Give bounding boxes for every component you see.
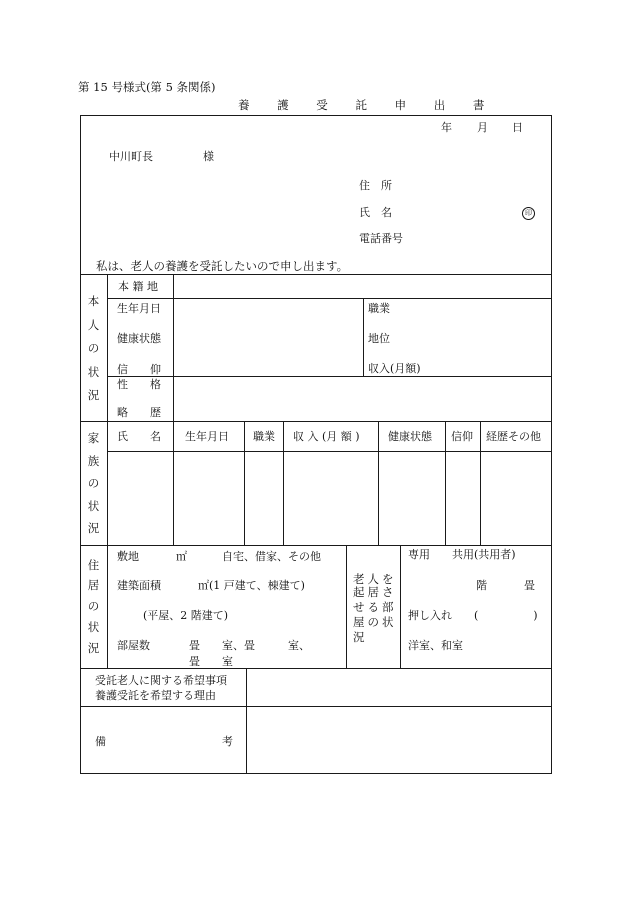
stories-options: (平屋、2 階建て) (143, 609, 229, 622)
seal-icon: 印 (522, 207, 535, 220)
income-label: 収入(月額) (368, 362, 421, 375)
wishes-line-1: 受託老人に関する希望事項 (95, 674, 227, 687)
self-section-heading: 本 人 の 状 況 (87, 294, 100, 403)
applicant-address-label: 住 所 (359, 179, 392, 192)
floor-label: 階 (476, 579, 487, 592)
religion-label: 信 仰 (117, 363, 161, 376)
health-label: 健康状態 (117, 332, 161, 345)
rooms-label: 部屋数 (117, 639, 150, 652)
history-label: 略 歴 (117, 406, 161, 419)
elder-room-heading-3: せる部 (353, 600, 397, 614)
applicant-phone-label: 電話番号 (359, 232, 403, 245)
site-unit: ㎡ (176, 550, 187, 563)
remarks-label-2: 考 (222, 735, 233, 748)
form-title: 養 護 受 託 申 出 書 (238, 98, 497, 112)
personality-label: 性 格 (117, 378, 161, 391)
applicant-name-label: 氏 名 (359, 206, 392, 219)
birth-label: 生年月日 (117, 302, 161, 315)
elder-room-heading: 老人を (353, 572, 397, 586)
closet-label: 押し入れ ( ) (408, 609, 538, 622)
honseki-label: 本 籍 地 (118, 280, 158, 293)
date-year: 年 (441, 121, 452, 134)
date-day: 日 (512, 121, 523, 134)
statement: 私は、老人の養護を受託したいので申し出ます。 (96, 259, 349, 273)
family-col-name: 氏 名 (117, 430, 161, 443)
use-type-options: 専用 共用(共用者) (408, 548, 516, 561)
form-number: 第 15 号様式(第 5 条関係) (78, 80, 216, 94)
position-label: 地位 (368, 332, 390, 345)
seal-mark (522, 206, 535, 220)
family-col-health: 健康状態 (388, 430, 432, 443)
site-label: 敷地 (117, 550, 139, 563)
elder-room-heading-5: 況 (353, 630, 365, 644)
family-col-job: 職業 (253, 430, 275, 443)
family-section-heading: 家 族 の 状 況 (87, 431, 100, 535)
elder-room-heading-2: 起居さ (353, 585, 397, 599)
date-month: 月 (477, 121, 488, 134)
tatami-label: 畳 (524, 579, 535, 592)
ownership-options: 自宅、借家、その他 (222, 550, 321, 563)
family-col-income: 収 入 (月 額 ) (293, 430, 360, 443)
room-style-options: 洋室、和室 (408, 639, 463, 652)
family-col-birth: 生年月日 (185, 430, 229, 443)
addressee-honorific: 様 (203, 150, 214, 163)
addressee-name: 中川町長 (109, 150, 153, 163)
remarks-label-1: 備 (95, 735, 106, 748)
wishes-line-2: 養護受託を希望する理由 (95, 689, 216, 702)
floor-area-label: 建築面積 (117, 579, 161, 592)
elder-room-heading-4: 屋の状 (353, 615, 397, 629)
family-col-religion: 信仰 (451, 430, 473, 443)
family-col-history: 経歴その他 (486, 430, 541, 443)
housing-section-heading: 住 居 の 状 況 (87, 557, 100, 655)
job-label: 職業 (368, 302, 390, 315)
rooms-detail-1: 畳 室、畳 室、 (189, 639, 310, 652)
floor-area-detail: ㎡(1 戸建て、棟建て) (198, 579, 305, 592)
rooms-detail-2: 畳 室 (189, 655, 233, 668)
